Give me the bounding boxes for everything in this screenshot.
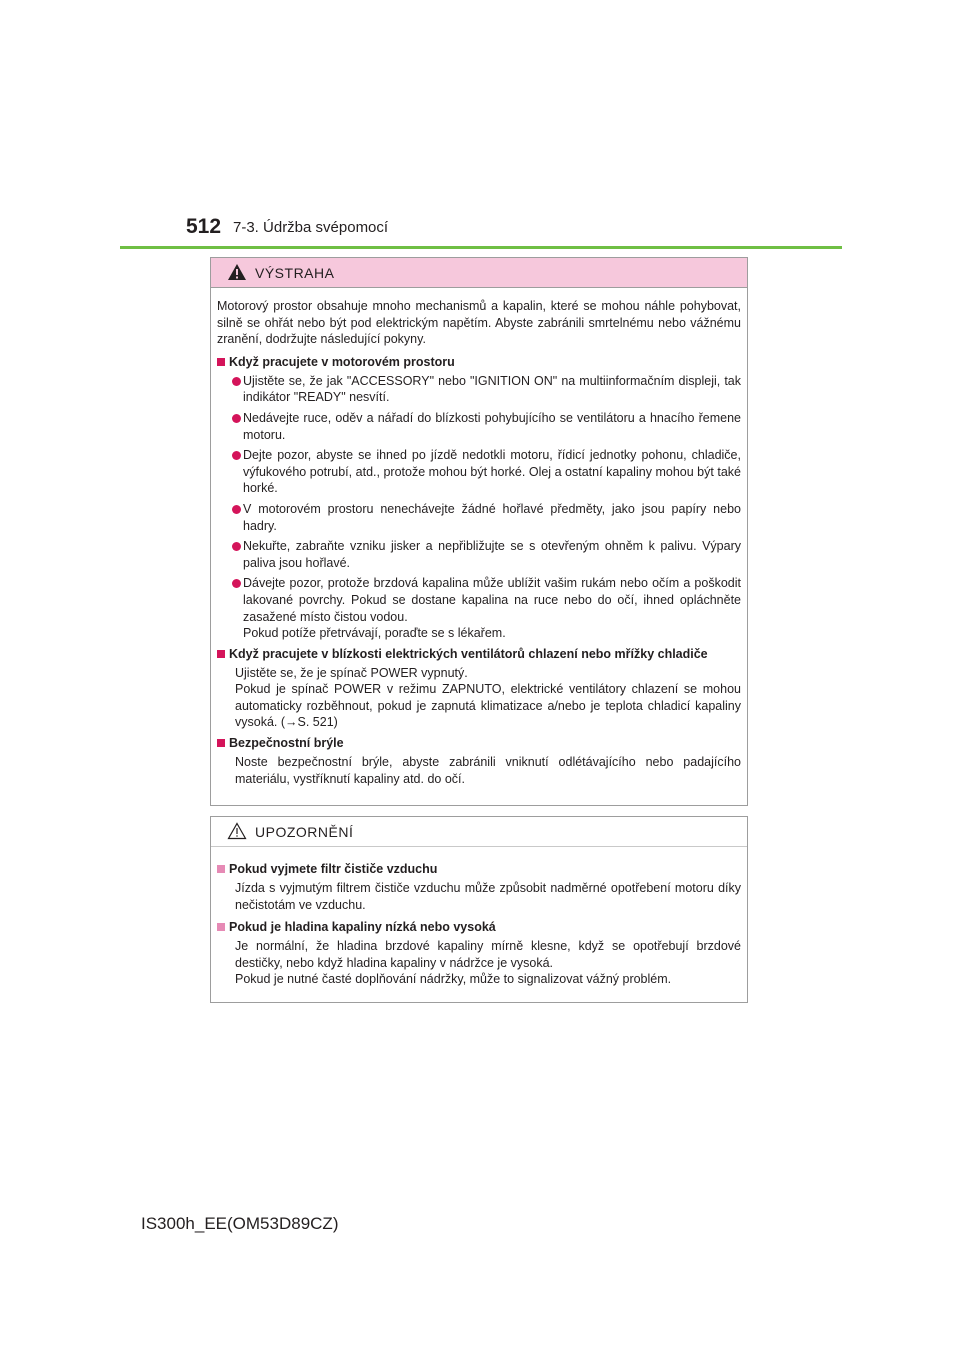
square-bullet-icon — [217, 650, 225, 658]
section-title-glasses: Bezpečnostní brýle — [217, 735, 741, 752]
notice-section-filter — [217, 861, 741, 913]
section-title-engine: Když pracujete v motorovém prostoru — [217, 354, 741, 371]
list-item: Dejte pozor, abyste se ihned po jízdě nedotkli motoru, řídicí jednotky pohonu, chladiče, výfukového potrubí, atd., protože mohou být horké. Olej a ostatní kapaliny mohou být také horké. — [217, 447, 741, 497]
section-text: Noste bezpečnostní brýle, abyste zabránili vniknutí odlétávajícího nebo padajícího materiálu, vystříknutí kapaliny atd. do očí. — [235, 755, 741, 786]
warning-section-glasses — [217, 735, 741, 787]
list-item: Ujistěte se, že jak "ACCESSORY" nebo "IGNITION ON" na multiinformačním displeji, tak indikátor "READY" nesvítí. — [217, 373, 741, 406]
square-bullet-icon — [217, 739, 225, 747]
notice-body — [211, 847, 747, 988]
square-bullet-icon — [217, 865, 225, 873]
bullet-list — [217, 373, 741, 642]
notice-title: UPOZORNĚNÍ — [255, 824, 354, 840]
square-bullet-icon — [217, 923, 225, 931]
section-text: Ujistěte se, že je spínač POWER vypnutý. Pokud je spínač POWER v režimu ZAPNUTO, elektrické ventilátory chlazení se mohou automaticky rozběhnout, pokud je zapnutá klimatizace a/nebo je teplota chladicí kapaliny vysoká. (→S. 521) — [235, 665, 741, 730]
notice-box — [210, 816, 748, 1003]
warning-title: VÝSTRAHA — [255, 265, 335, 281]
dot-bullet-icon — [232, 377, 241, 386]
warning-section-fans — [217, 646, 741, 731]
list-item: V motorovém prostoru nenechávejte žádné hořlavé předměty, jako jsou papíry nebo hadry. — [217, 501, 741, 534]
notice-header — [211, 817, 747, 847]
list-item: Nekuřte, zabraňte vzniku jisker a nepřibližujte se s otevřeným ohněm k palivu. Výpary paliva jsou hořlavé. — [217, 538, 741, 571]
dot-bullet-icon — [232, 542, 241, 551]
warning-triangle-outline-icon — [227, 822, 247, 840]
section-title-fans: Když pracujete v blízkosti elektrických ventilátorů chlazení nebo mřížky chladiče — [217, 646, 741, 663]
document-code: IS300h_EE(OM53D89CZ) — [141, 1214, 339, 1233]
section-text: Jízda s vyjmutým filtrem čističe vzduchu může způsobit nadměrné opotřebení motoru díky nečistotám ve vzduchu. — [235, 881, 741, 912]
section-title-fluid: Pokud je hladina kapaliny nízká nebo vysoká — [217, 919, 741, 936]
warning-intro: Motorový prostor obsahuje mnoho mechanismů a kapalin, které se mohou náhle pohybovat, silně se ohřát nebo být pod elektrickým napětím. Abyste zabránili smrtelnému nebo vážnému zranění, dodržujte následující pokyny. — [217, 299, 741, 347]
warning-box — [210, 257, 748, 806]
warning-section-engine — [217, 354, 741, 642]
section-text: Je normální, že hladina brzdové kapaliny mírně klesne, když se opotřebují brzdové destičky, nebo když hladina kapaliny v nádržce je vysoká. Pokud je nutné časté doplňování nádržky, může to signalizovat vážný problém. — [235, 939, 741, 987]
dot-bullet-icon — [232, 505, 241, 514]
warning-body — [211, 288, 747, 787]
page-number: 512 — [186, 215, 222, 238]
list-item: Nedávejte ruce, oděv a nářadí do blízkosti pohybujícího se ventilátoru a hnacího řemene motoru. — [217, 410, 741, 443]
square-bullet-icon — [217, 358, 225, 366]
section-title-filter: Pokud vyjmete filtr čističe vzduchu — [217, 861, 741, 878]
warning-header — [211, 258, 747, 288]
section-title: 7-3. Údržba svépomocí — [233, 219, 389, 236]
list-item: Dávejte pozor, protože brzdová kapalina může ublížit vašim rukám nebo očím a poškodit lakované povrchy. Pokud se dostane kapalina na ruce nebo do očí, ihned opláchněte zasažené místo čistou vodou. Pokud potíže přetrvávají, poraďte se s lékařem. — [217, 575, 741, 641]
dot-bullet-icon — [232, 451, 241, 460]
dot-bullet-icon — [232, 579, 241, 588]
dot-bullet-icon — [232, 414, 241, 423]
notice-section-fluid — [217, 919, 741, 988]
page-header — [120, 214, 842, 249]
warning-triangle-filled-icon — [227, 263, 247, 281]
